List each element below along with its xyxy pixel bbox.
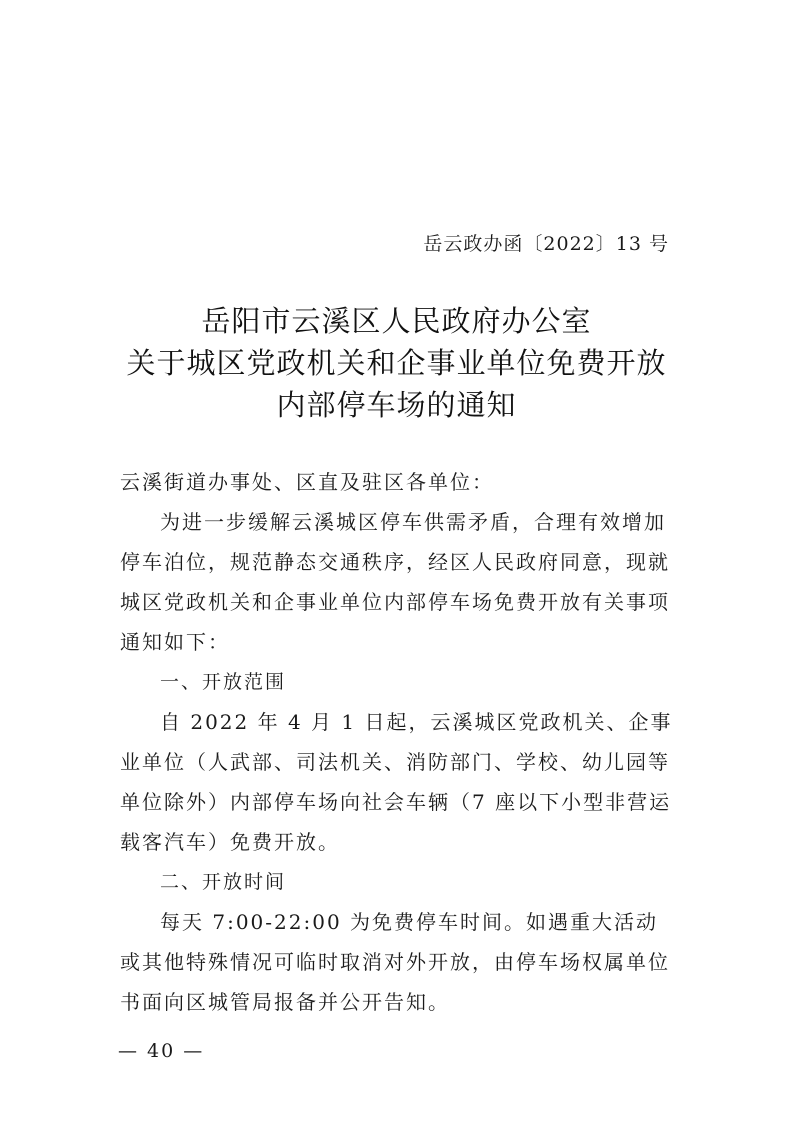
title-line: 岳阳市云溪区人民政府办公室: [201, 304, 592, 338]
title-line: 关于城区党政机关和企事业单位免费开放: [126, 346, 667, 380]
section-paragraph: 自 2022 年 4 月 1 日起，云溪城区党政机关、企事业单位（人武部、司法机关、消防部门、学校、幼儿园等单位除外）内部停车场向社会车辆（7 座以下小型非营运载客汽车）免费开放。: [120, 710, 673, 854]
section-heading: 一、开放范围: [160, 671, 287, 693]
section-paragraph: 每天 7:00-22:00 为免费停车时间。如遇重大活动或其他特殊情况可临时取消对外开放，由停车场权属单位书面向区城管局报备并公开告知。: [120, 910, 670, 1014]
section-heading: 二、开放时间: [160, 871, 287, 893]
document-number: 岳云政办函〔2022〕13 号: [423, 233, 669, 255]
salutation: 云溪街道办事处、区直及驻区各单位：: [120, 470, 494, 494]
document-title: [0, 300, 793, 426]
page-number: — 40 —: [118, 1040, 205, 1062]
document-body: [120, 462, 680, 1022]
intro-paragraph: 为进一步缓解云溪城区停车供需矛盾，合理有效增加停车泊位，规范静态交通秩序，经区人民政府同意，现就城区党政机关和企事业单位内部停车场免费开放有关事项通知如下：: [120, 510, 670, 654]
title-line: 内部停车场的通知: [276, 388, 517, 422]
